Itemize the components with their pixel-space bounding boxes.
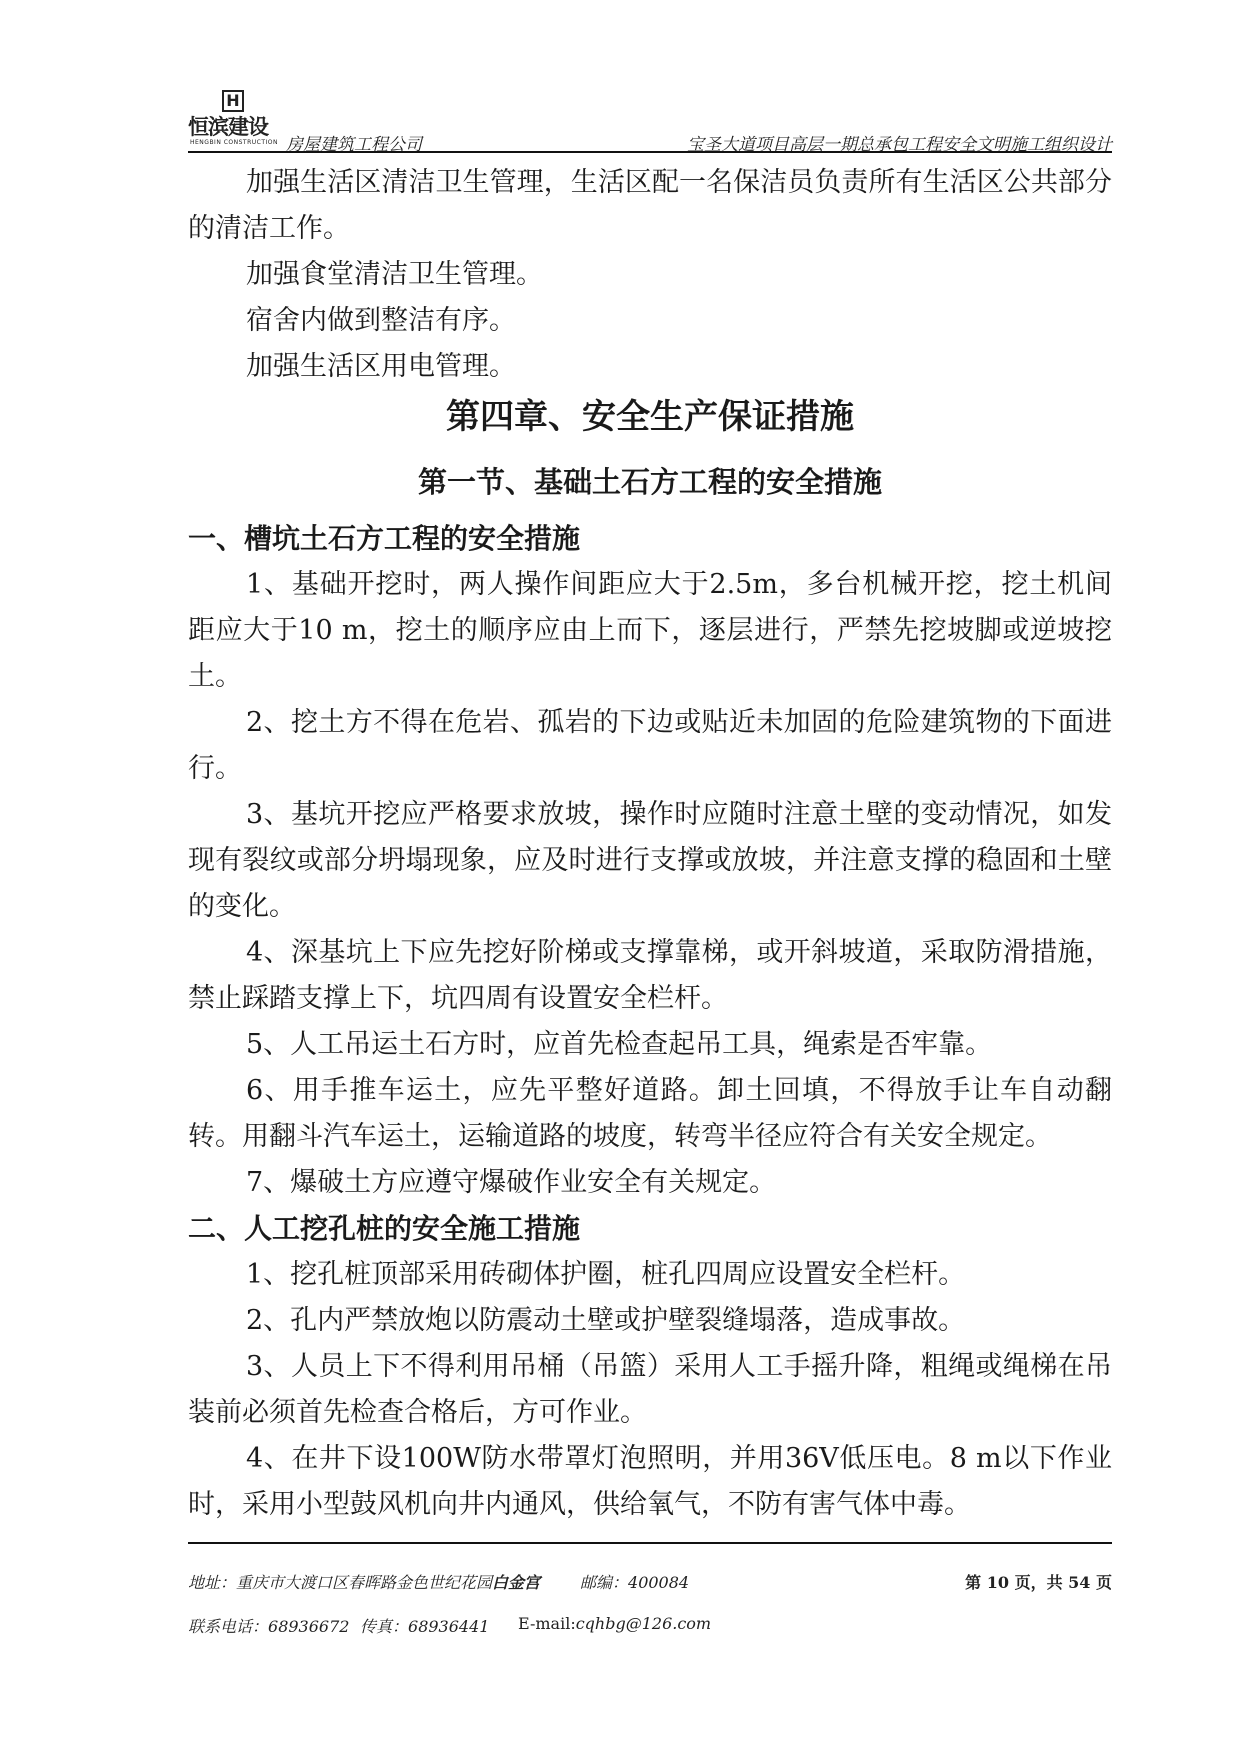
list-item: 2、挖土方不得在危岩、孤岩的下边或贴近未加固的危险建筑物的下面进行。 (188, 707, 1112, 784)
postcode-label: 邮编： (580, 1573, 629, 1592)
company-name: 房屋建筑工程公司 (286, 135, 422, 155)
address-label: 地址： (188, 1573, 237, 1592)
list-item: 7、爆破土方应遵守爆破作业安全有关规定。 (246, 1167, 777, 1198)
phone-label: 联系电话： (188, 1617, 269, 1636)
subsection-heading: 二、人工挖孔桩的安全施工措施 (188, 1212, 581, 1245)
page-number: 第 10 页，共 54 页 (965, 1573, 1112, 1592)
list-item: 1、基础开挖时，两人操作间距应大于2.5m，多台机械开挖，挖土机间距应大于10 m，挖土的顺序应由上而下，逐层进行，严禁先挖坡脚或逆坡挖土。 (188, 569, 1112, 692)
logo-mark-icon: H (222, 90, 244, 112)
section-heading: 第一节、基础土石方工程的安全措施 (417, 465, 882, 499)
header-divider (188, 151, 1112, 153)
subsection-heading: 一、槽坑土石方工程的安全措施 (188, 522, 581, 555)
list-item: 3、人员上下不得利用吊桶（吊篮）采用人工手摇升降，粗绳或绳梯在吊装前必须首先检查合格后，方可作业。 (188, 1351, 1112, 1428)
list-item: 4、深基坑上下应先挖好阶梯或支撑靠梯，或开斜坡道，采取防滑措施，禁止踩踏支撑上下，坑四周有设置安全栏杆。 (188, 937, 1112, 1014)
footer-divider (188, 1542, 1112, 1544)
document-title: 宝圣大道项目高层一期总承包工程安全文明施工组织设计 (687, 135, 1112, 155)
logo-text: 恒滨建设 (188, 115, 268, 139)
email-label: E-mail: (518, 1614, 576, 1633)
postcode-block (580, 1570, 689, 1593)
fax-number: 68936441 (408, 1617, 490, 1636)
fax-block (360, 1614, 489, 1637)
list-item: 6、用手推车运土，应先平整好道路。卸土回填，不得放手让车自动翻转。用翻斗汽车运土，运输道路的坡度，转弯半径应符合有关安全规定。 (188, 1075, 1112, 1152)
email-address[interactable]: cqhbg@126.com (575, 1614, 712, 1633)
postcode: 400084 (628, 1573, 690, 1592)
list-item: 5、人工吊运土石方时，应首先检查起吊工具，绳索是否牢靠。 (246, 1029, 993, 1060)
page-body (188, 160, 1112, 1528)
fax-label: 传真： (360, 1617, 409, 1636)
email-block (518, 1614, 711, 1633)
phone-block (188, 1614, 349, 1637)
paragraph: 加强食堂清洁卫生管理。 (246, 259, 543, 290)
address-block (188, 1570, 540, 1593)
list-item: 4、在井下设100W防水带罩灯泡照明，并用36V低压电。8 m以下作业时，采用小型鼓风机向井内通风，供给氧气，不防有害气体中毒。 (188, 1443, 1112, 1520)
paragraph: 宿舍内做到整洁有序。 (246, 305, 516, 336)
chapter-heading: 第四章、安全生产保证措施 (446, 397, 854, 437)
company-logo (188, 90, 280, 146)
address-text: 重庆市大渡口区春晖路金色世纪花园 (236, 1573, 493, 1592)
paragraph: 加强生活区用电管理。 (246, 351, 516, 382)
phone-number: 68936672 (268, 1617, 350, 1636)
list-item: 3、基坑开挖应严格要求放坡，操作时应随时注意土壁的变动情况，如发现有裂纹或部分坍塌现象，应及时进行支撑或放坡，并注意支撑的稳固和土壁的变化。 (188, 799, 1112, 922)
list-item: 1、挖孔桩顶部采用砖砌体护圈，桩孔四周应设置安全栏杆。 (246, 1259, 966, 1290)
address-building: 白金宫 (492, 1573, 541, 1592)
page-header (188, 86, 1112, 155)
list-item: 2、孔内严禁放炮以防震动土壁或护壁裂缝塌落，造成事故。 (246, 1305, 966, 1336)
logo-english-text: HENGBIN CONSTRUCTION (190, 139, 278, 146)
paragraph: 加强生活区清洁卫生管理，生活区配一名保洁员负责所有生活区公共部分的清洁工作。 (188, 167, 1112, 244)
